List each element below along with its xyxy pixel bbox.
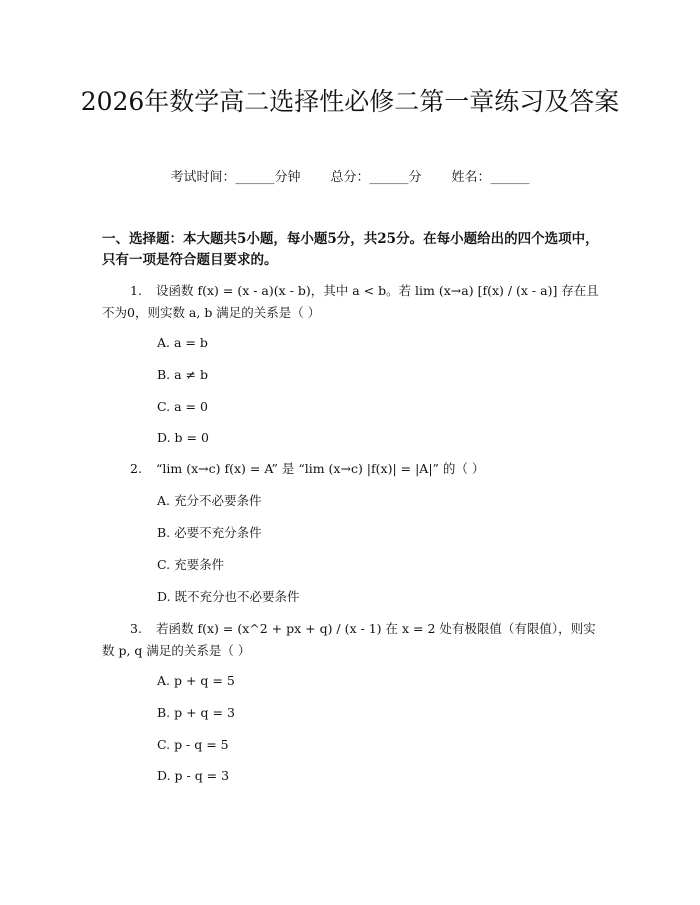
question-2-option-b: B. 必要不充分条件 <box>157 525 262 540</box>
question-text: “lim (x→c) f(x) = A” 是 “lim (x→c) |f(x)| = |A|” 的（ ） <box>156 461 485 476</box>
question-number: 2. <box>130 461 142 476</box>
question-1-option-c: C. a = 0 <box>157 399 208 414</box>
question-1-option-a: A. a = b <box>157 335 208 350</box>
question-1-option-d: D. b = 0 <box>157 430 209 445</box>
exam-meta <box>0 168 700 188</box>
question-3-stem <box>102 618 600 662</box>
question-2-option-c: C. 充要条件 <box>157 557 225 572</box>
question-3-option-b: B. p + q = 3 <box>157 705 235 720</box>
document-title: 2026年数学高二选择性必修二第一章练习及答案 <box>80 87 620 116</box>
question-3-option-d: D. p - q = 3 <box>157 768 230 783</box>
question-1-option-b: B. a ≠ b <box>157 367 209 382</box>
question-2-option-a: A. 充分不必要条件 <box>157 493 262 508</box>
question-number: 3. <box>130 621 142 636</box>
time-field: 考试时间：______分钟 <box>170 170 301 185</box>
score-field: 总分：______分 <box>330 170 422 185</box>
question-1-stem <box>102 280 600 324</box>
section-heading: 一、选择题：本大题共5小题，每小题5分，共25分。在每小题给出的四个选项中，只有一项是符合题目要求的。 <box>102 231 599 268</box>
question-text: 设函数 f(x) = (x - a)(x - b)，其中 a < b。若 lim (x→a) [f(x) / (x - a)] 存在且不为0，则实数 a, b 满足的关系是（ ） <box>102 283 599 320</box>
question-2-stem <box>102 458 600 480</box>
question-3-option-a: A. p + q = 5 <box>157 673 235 688</box>
question-number: 1. <box>130 283 142 298</box>
question-3-option-c: C. p - q = 5 <box>157 737 229 752</box>
name-field: 姓名：______ <box>451 170 530 185</box>
question-2-option-d: D. 既不充分也不必要条件 <box>157 589 300 604</box>
question-text: 若函数 f(x) = (x^2 + px + q) / (x - 1) 在 x = 2 处有极限值（有限值），则实数 p, q 满足的关系是（ ） <box>102 621 596 658</box>
